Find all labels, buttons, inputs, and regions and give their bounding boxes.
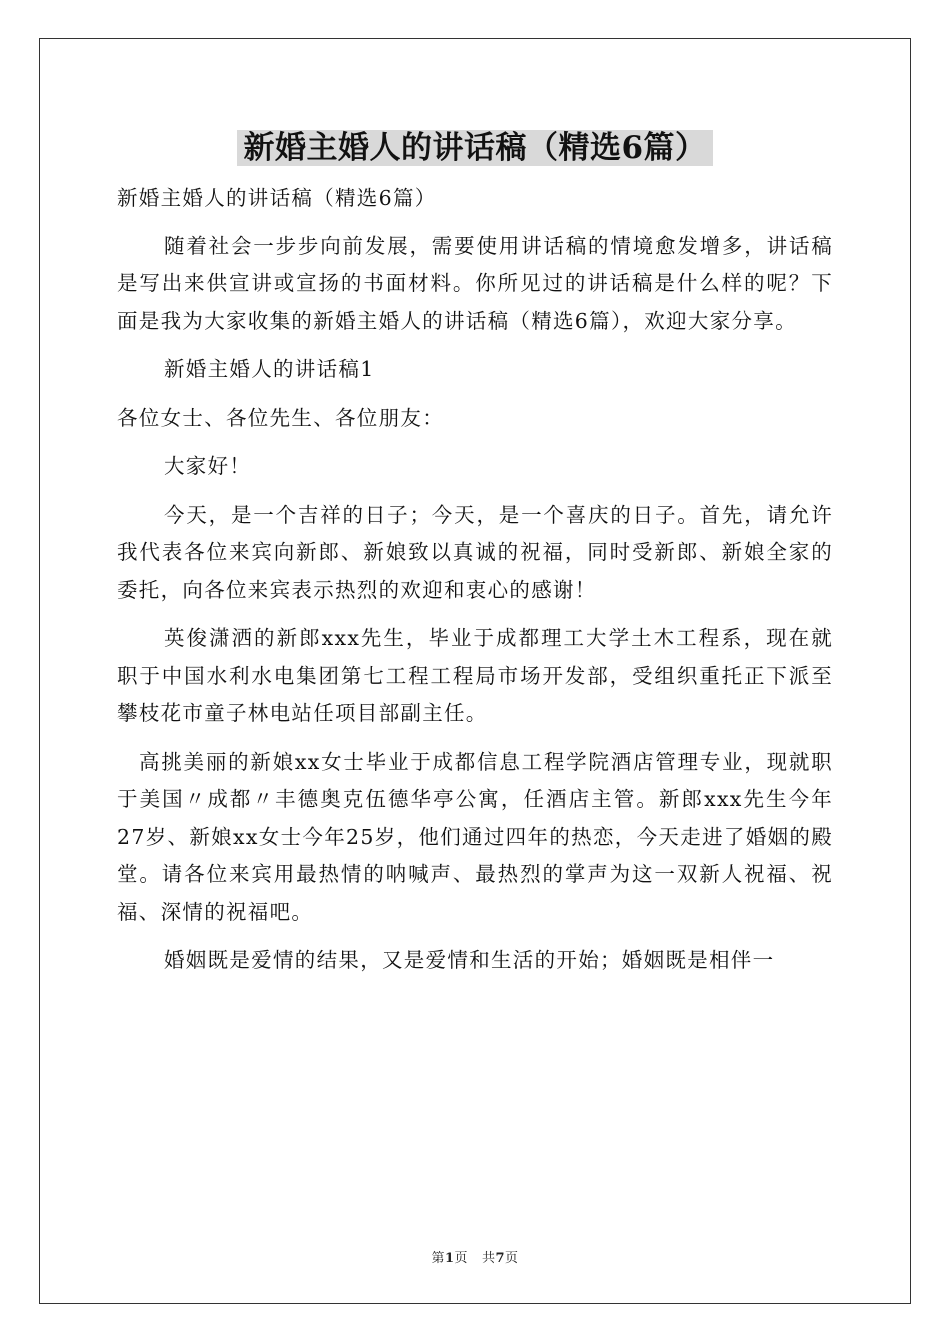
body-paragraph: 今天，是一个吉祥的日子；今天，是一个喜庆的日子。首先，请允许我代表各位来宾向新郎、新娘致以真诚的祝福，同时受新郎、新娘全家的委托，向各位来宾表示热烈的欢迎和衷心的感谢！	[117, 502, 833, 602]
document-body	[117, 180, 833, 991]
page-total: 7	[495, 1251, 506, 1266]
body-paragraph: 婚姻既是爱情的结果，又是爱情和生活的开始；婚姻既是相伴一	[164, 948, 775, 972]
section-heading: 新婚主婚人的讲话稿1	[164, 357, 375, 381]
page-prefix: 第	[431, 1251, 445, 1266]
intro-paragraph: 随着社会一步步向前发展，需要使用讲话稿的情境愈发增多，讲话稿是写出来供宣讲或宣扬的书面材料。你所见过的讲话稿是什么样的呢？下面是我为大家收集的新婚主婚人的讲话稿（精选6篇），欢迎大家分享。	[117, 233, 833, 333]
page-suffix: 页	[454, 1251, 469, 1266]
total-suffix: 页	[505, 1251, 519, 1266]
total-prefix: 共	[481, 1251, 496, 1266]
page-current: 1	[444, 1251, 455, 1266]
subtitle-paragraph: 新婚主婚人的讲话稿（精选6篇）	[117, 186, 437, 210]
greeting-paragraph: 大家好！	[164, 454, 252, 478]
salutation-paragraph: 各位女士、各位先生、各位朋友：	[117, 405, 444, 430]
body-paragraph: 英俊潇洒的新郎xxx先生，毕业于成都理工大学土木工程系，现在就职于中国水利水电集团第七工程工程局市场开发部，受组织重托正下派至攀枝花市童子林电站任项目部副主任。	[117, 626, 833, 725]
body-paragraph: 高挑美丽的新娘xx女士毕业于成都信息工程学院酒店管理专业，现就职于美国〃成都〃丰德奥克伍德华亭公寓，任酒店主管。新郎xxx先生今年27岁、新娘xx女士今年25岁，他们通过四年的热恋，今天走进了婚姻的殿堂。请各位来宾用最热情的呐喊声、最热烈的掌声为这一双新人祝福、祝福、深情的祝福吧。	[117, 749, 833, 924]
document-title	[0, 128, 950, 168]
page-footer	[0, 1247, 950, 1266]
document-title-text: 新婚主婚人的讲话稿（精选6篇）	[237, 130, 712, 166]
